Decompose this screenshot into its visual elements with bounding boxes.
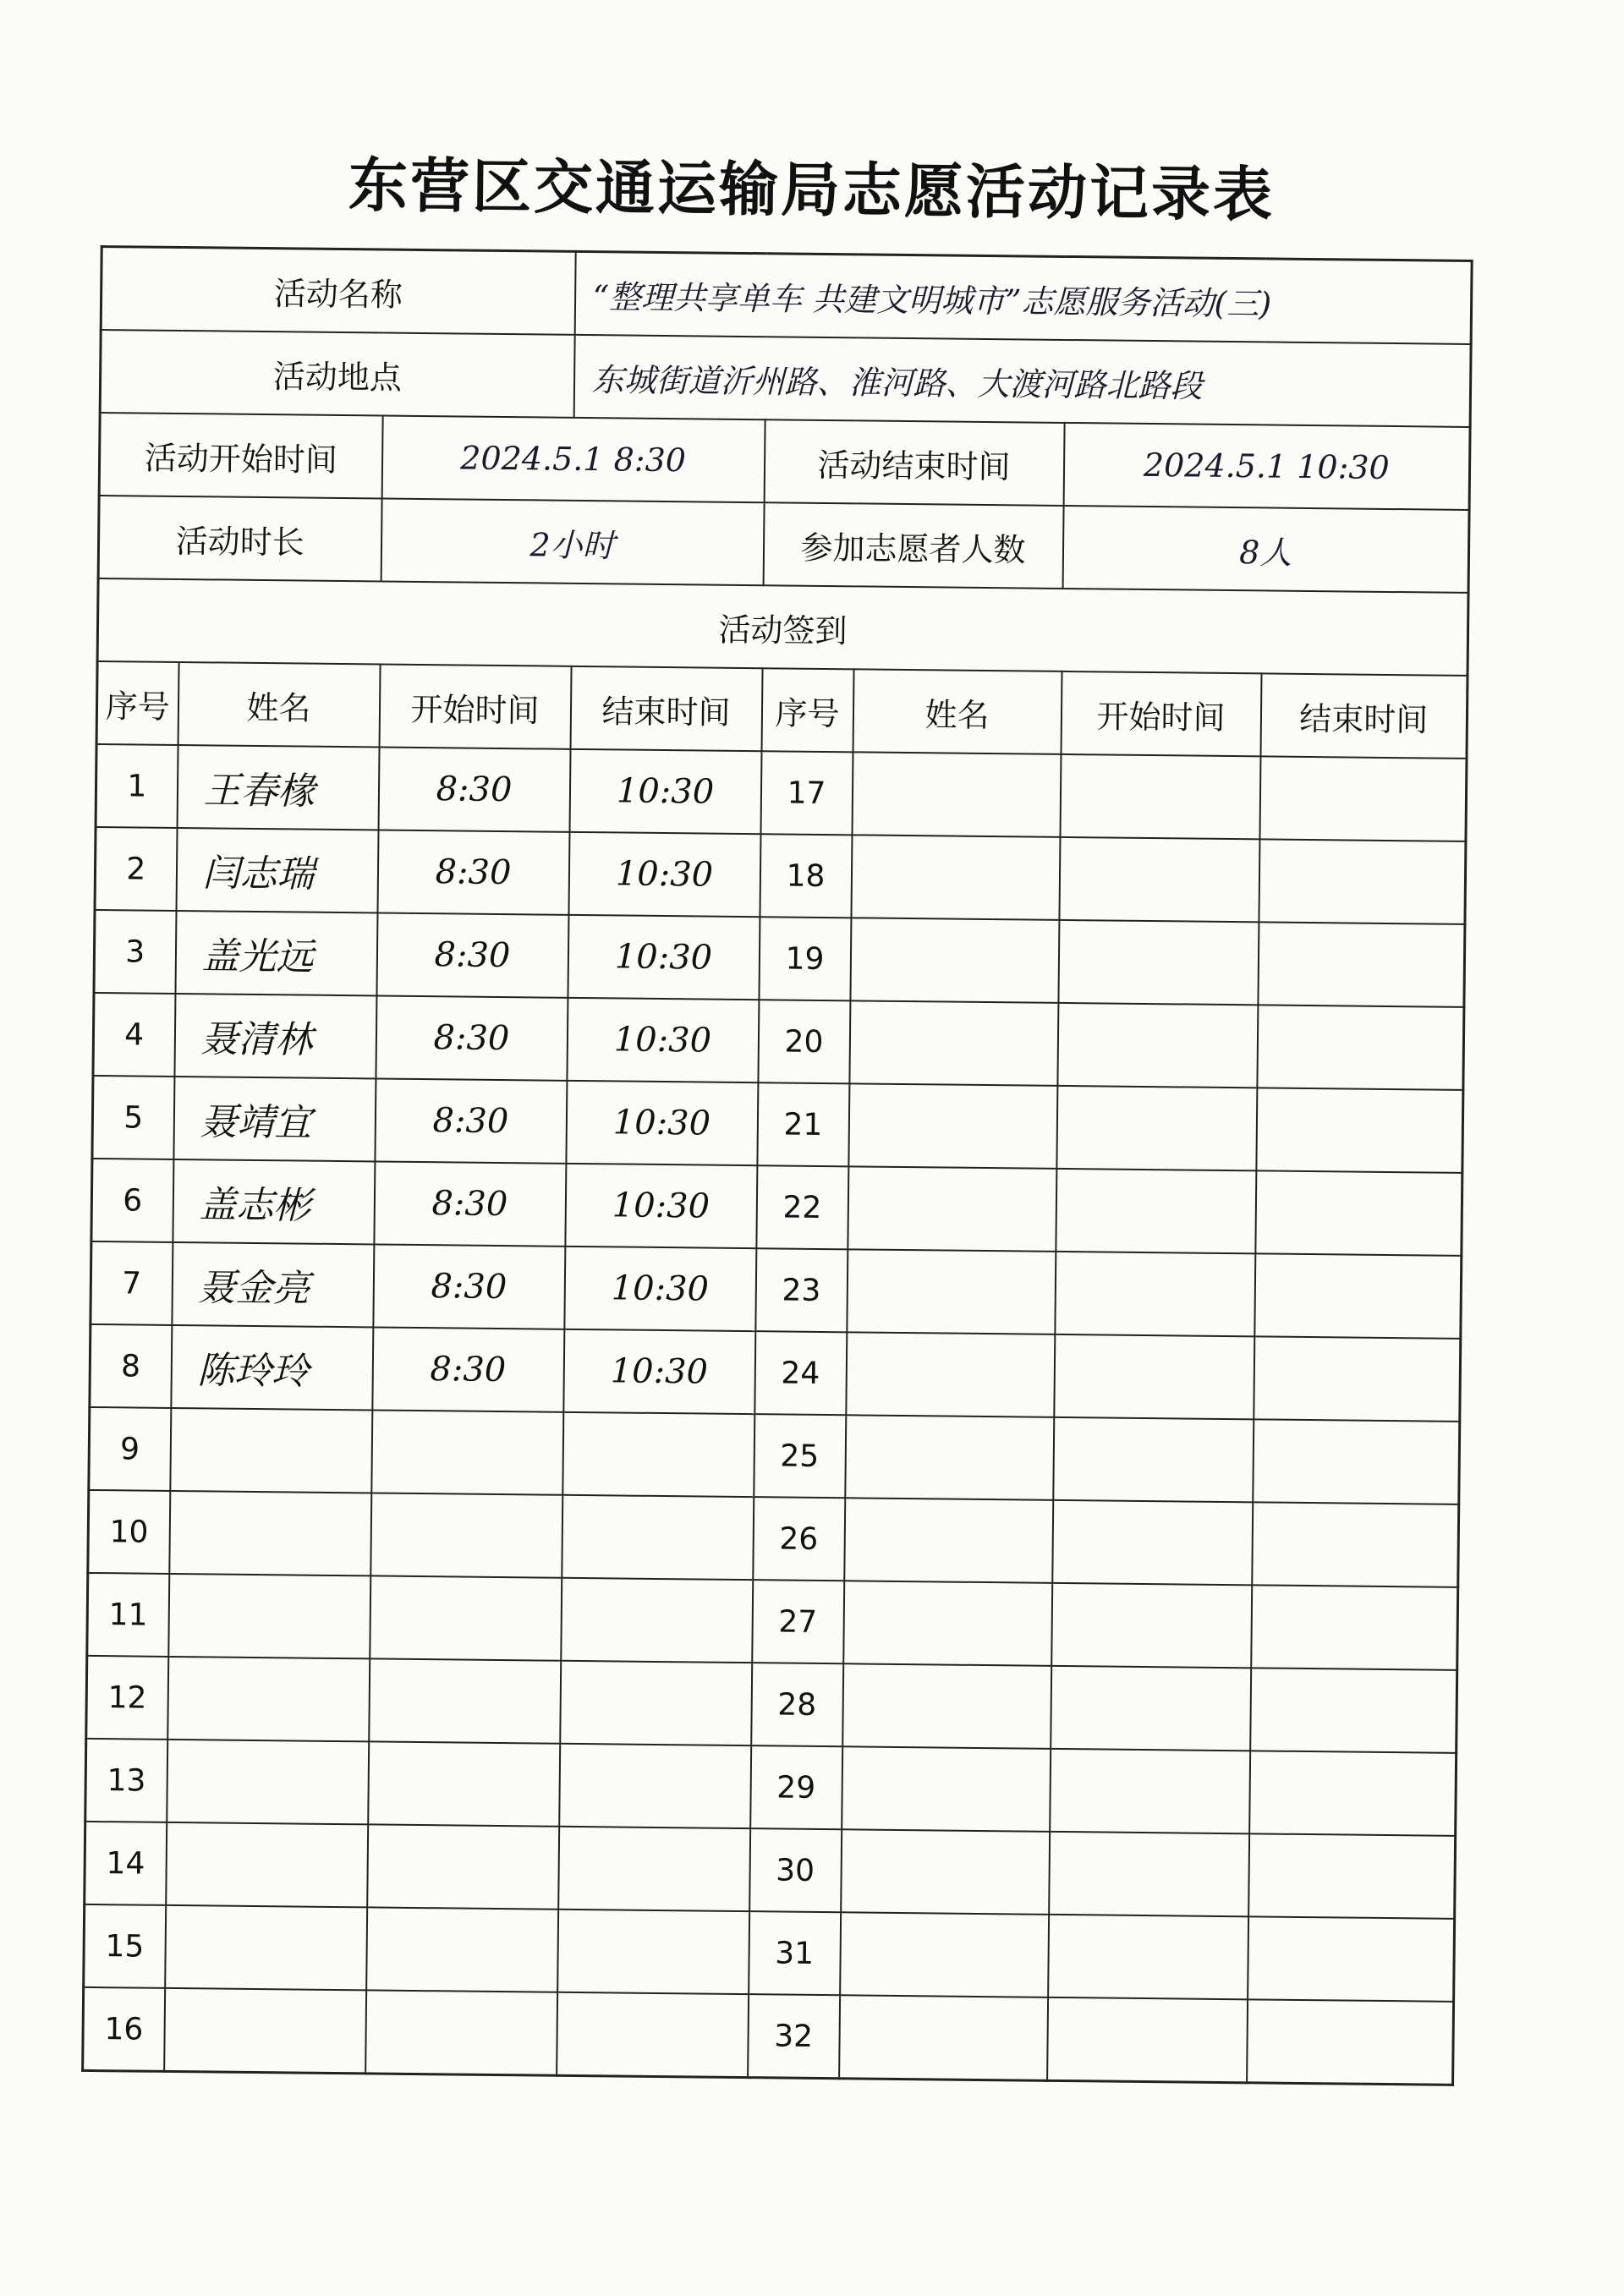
start-time-cell-right xyxy=(1051,1583,1252,1668)
start-time-cell: 8:30 xyxy=(376,995,568,1080)
volunteer-name-right xyxy=(842,1663,1051,1749)
info-row-place xyxy=(100,330,1471,427)
volunteer-name: 盖光远 xyxy=(175,911,377,995)
end-time-label: 活动结束时间 xyxy=(764,419,1064,506)
row-number-right: 27 xyxy=(752,1580,844,1663)
volunteer-name-right xyxy=(850,918,1059,1003)
end-time-cell-right xyxy=(1252,1502,1459,1587)
info-row-time xyxy=(99,413,1470,510)
activity-name-value: “整理共享单车 共建文明城市”志愿服务活动(三) xyxy=(574,251,1472,344)
end-time-cell-right xyxy=(1247,1999,1454,2085)
table-row xyxy=(85,1739,1457,1836)
header-start-left: 开始时间 xyxy=(379,664,571,748)
volunteer-count-value: 8人 xyxy=(1062,506,1469,593)
end-time-cell: 10:30 xyxy=(564,1247,756,1331)
row-number-left: 12 xyxy=(86,1656,168,1740)
table-row xyxy=(87,1573,1458,1670)
start-time-cell xyxy=(370,1493,562,1577)
signin-title: 活动签到 xyxy=(97,578,1468,676)
volunteer-name xyxy=(166,1822,368,1907)
header-seq-left: 序号 xyxy=(96,661,178,745)
start-time-value: 2024.5.1 8:30 xyxy=(381,415,765,502)
end-time-cell: 10:30 xyxy=(568,832,760,917)
end-time-cell xyxy=(558,1827,750,1911)
row-number-right: 21 xyxy=(757,1082,849,1166)
table-row xyxy=(92,1076,1463,1173)
duration-value: 2小时 xyxy=(381,498,764,585)
row-number-left: 13 xyxy=(85,1739,167,1822)
volunteer-name-right xyxy=(842,1746,1051,1832)
end-time-cell-right xyxy=(1249,1751,1457,1836)
start-time-cell-right xyxy=(1054,1334,1254,1419)
end-time-cell-right xyxy=(1253,1419,1460,1504)
row-number-left: 4 xyxy=(93,993,175,1077)
start-time-cell-right xyxy=(1047,1997,1248,2083)
start-time-cell-right xyxy=(1056,1169,1256,1253)
row-number-right: 17 xyxy=(760,751,853,835)
table-row xyxy=(91,1159,1462,1256)
table-row xyxy=(91,1241,1462,1339)
volunteer-name-right xyxy=(840,1912,1049,1997)
end-time-cell xyxy=(557,1992,749,2078)
table-row xyxy=(89,1407,1460,1504)
header-end-right: 结束时间 xyxy=(1260,673,1468,759)
row-number-left: 14 xyxy=(85,1822,167,1905)
info-row-duration xyxy=(98,496,1469,593)
volunteer-name: 盖志彬 xyxy=(173,1159,375,1244)
start-time-cell-right xyxy=(1055,1252,1255,1336)
start-time-cell: 8:30 xyxy=(372,1327,564,1411)
end-time-cell-right xyxy=(1248,1833,1456,1919)
start-time-label: 活动开始时间 xyxy=(99,413,382,498)
end-time-cell: 10:30 xyxy=(568,915,760,1000)
end-time-cell-right xyxy=(1254,1336,1461,1422)
end-time-cell-right xyxy=(1255,1170,1462,1256)
end-time-cell: 10:30 xyxy=(563,1329,755,1414)
row-number-right: 22 xyxy=(756,1165,848,1249)
volunteer-name-right xyxy=(841,1829,1050,1915)
start-time-cell-right xyxy=(1058,920,1259,1005)
duration-label: 活动时长 xyxy=(98,496,381,581)
end-time-cell-right xyxy=(1257,1005,1464,1090)
start-time-cell: 8:30 xyxy=(378,747,570,831)
row-number-left: 10 xyxy=(88,1490,170,1574)
end-time-cell xyxy=(559,1744,751,1828)
row-number-left: 11 xyxy=(87,1573,169,1657)
activity-place-value: 东城街道沂州路、淮河路、大渡河路北路段 xyxy=(573,335,1471,427)
row-number-left: 15 xyxy=(84,1904,166,1988)
table-row xyxy=(93,993,1464,1090)
row-number-left: 2 xyxy=(95,827,177,911)
end-time-cell: 10:30 xyxy=(565,1164,757,1248)
row-number-right: 30 xyxy=(749,1828,842,1912)
start-time-cell: 8:30 xyxy=(376,912,568,997)
volunteer-name: 聂金亮 xyxy=(172,1242,374,1327)
row-number-left: 9 xyxy=(89,1407,171,1491)
table-row xyxy=(88,1490,1459,1587)
activity-place-label: 活动地点 xyxy=(100,330,574,418)
row-number-left: 6 xyxy=(91,1159,173,1242)
end-time-value: 2024.5.1 10:30 xyxy=(1063,423,1470,510)
start-time-cell-right xyxy=(1052,1500,1253,1585)
end-time-cell-right xyxy=(1254,1253,1462,1339)
start-time-cell: 8:30 xyxy=(374,1161,566,1246)
row-number-right: 23 xyxy=(755,1248,848,1332)
start-time-cell-right xyxy=(1049,1832,1249,1916)
volunteer-name-right xyxy=(849,1000,1058,1086)
signin-header-row xyxy=(96,661,1468,759)
volunteer-name-right xyxy=(851,835,1060,920)
start-time-cell-right xyxy=(1056,1086,1257,1170)
start-time-cell-right xyxy=(1059,837,1259,922)
row-number-right: 24 xyxy=(754,1331,847,1415)
row-number-left: 3 xyxy=(94,910,176,994)
start-time-cell: 8:30 xyxy=(375,1078,567,1163)
end-time-cell-right xyxy=(1250,1668,1457,1753)
volunteer-name-right xyxy=(843,1581,1052,1666)
header-name-right: 姓名 xyxy=(853,669,1062,754)
volunteer-name-right xyxy=(848,1083,1057,1169)
signin-title-row xyxy=(97,578,1468,676)
table-row xyxy=(85,1822,1456,1919)
table-row xyxy=(95,827,1466,924)
end-time-cell xyxy=(561,1578,753,1663)
start-time-cell xyxy=(371,1410,563,1494)
record-table xyxy=(81,245,1473,2086)
row-number-right: 26 xyxy=(753,1497,845,1581)
end-time-cell-right xyxy=(1251,1585,1458,1670)
row-number-left: 8 xyxy=(90,1324,172,1408)
volunteer-name: 聂靖宜 xyxy=(173,1077,376,1161)
end-time-cell xyxy=(560,1661,752,1745)
volunteer-name: 聂清林 xyxy=(174,994,376,1078)
table-row xyxy=(94,910,1465,1007)
volunteer-name xyxy=(167,1740,369,1824)
volunteer-name-right xyxy=(848,1166,1056,1252)
row-number-right: 18 xyxy=(760,834,852,918)
start-time-cell-right xyxy=(1057,1003,1258,1088)
row-number-right: 20 xyxy=(758,1000,850,1083)
start-time-cell: 8:30 xyxy=(377,830,569,914)
volunteer-name: 陈玲玲 xyxy=(171,1325,373,1410)
start-time-cell-right xyxy=(1050,1749,1250,1833)
start-time-cell-right xyxy=(1060,754,1260,839)
volunteer-name-right xyxy=(852,752,1061,837)
volunteer-name xyxy=(165,1905,367,1990)
start-time-cell xyxy=(365,1990,557,2075)
start-time-cell xyxy=(366,1907,558,1992)
volunteer-name xyxy=(169,1491,371,1575)
volunteer-name xyxy=(170,1408,372,1493)
table-row xyxy=(90,1324,1461,1422)
row-number-left: 16 xyxy=(83,1987,165,2071)
end-time-cell-right xyxy=(1256,1088,1463,1173)
activity-name-label: 活动名称 xyxy=(101,247,575,335)
end-time-cell-right xyxy=(1258,922,1465,1007)
start-time-cell-right xyxy=(1048,1915,1248,1999)
row-number-left: 1 xyxy=(96,744,178,828)
volunteer-name-right xyxy=(839,1995,1048,2080)
volunteer-name-right xyxy=(846,1332,1055,1417)
info-row-name xyxy=(101,247,1472,344)
start-time-cell: 8:30 xyxy=(373,1244,565,1329)
end-time-cell-right xyxy=(1259,756,1467,841)
table-row xyxy=(86,1656,1457,1753)
row-number-left: 5 xyxy=(92,1076,174,1159)
volunteer-name-right xyxy=(844,1498,1053,1583)
start-time-cell-right xyxy=(1053,1417,1254,1502)
header-end-left: 结束时间 xyxy=(570,666,762,751)
end-time-cell xyxy=(562,1495,754,1580)
row-number-right: 25 xyxy=(754,1414,846,1498)
volunteer-name xyxy=(167,1657,370,1741)
row-number-right: 32 xyxy=(748,1994,840,2079)
start-time-cell xyxy=(367,1824,559,1909)
end-time-cell xyxy=(562,1412,754,1497)
table-row xyxy=(96,744,1467,841)
volunteer-name xyxy=(168,1574,370,1658)
row-number-right: 29 xyxy=(750,1745,842,1829)
record-sheet xyxy=(81,144,1472,2086)
header-name-left: 姓名 xyxy=(178,662,380,747)
start-time-cell xyxy=(369,1658,561,1743)
header-seq-right: 序号 xyxy=(761,668,853,752)
end-time-cell-right xyxy=(1259,839,1466,924)
start-time-cell xyxy=(370,1575,562,1660)
volunteer-name-right xyxy=(845,1415,1054,1500)
page-title: 东营区交通运输局志愿活动记录表 xyxy=(348,150,1276,230)
end-time-cell: 10:30 xyxy=(569,749,761,834)
end-time-cell: 10:30 xyxy=(566,1081,758,1165)
row-number-right: 31 xyxy=(749,1911,841,1995)
row-number-left: 7 xyxy=(91,1241,173,1325)
header-start-right: 开始时间 xyxy=(1061,671,1261,756)
volunteer-count-label: 参加志愿者人数 xyxy=(763,502,1063,589)
signin-body xyxy=(83,744,1467,2085)
end-time-cell-right xyxy=(1248,1916,1455,2002)
start-time-cell-right xyxy=(1051,1666,1251,1751)
table-row xyxy=(83,1987,1454,2085)
end-time-cell: 10:30 xyxy=(567,998,759,1082)
table-row xyxy=(84,1904,1455,2002)
volunteer-name: 闫志瑞 xyxy=(176,828,378,912)
row-number-right: 19 xyxy=(759,917,851,1000)
row-number-right: 28 xyxy=(751,1663,843,1746)
volunteer-name xyxy=(164,1988,366,2074)
end-time-cell xyxy=(557,1910,749,1994)
volunteer-name-right xyxy=(847,1249,1056,1334)
start-time-cell xyxy=(368,1741,560,1826)
volunteer-name: 王春椽 xyxy=(177,745,379,830)
